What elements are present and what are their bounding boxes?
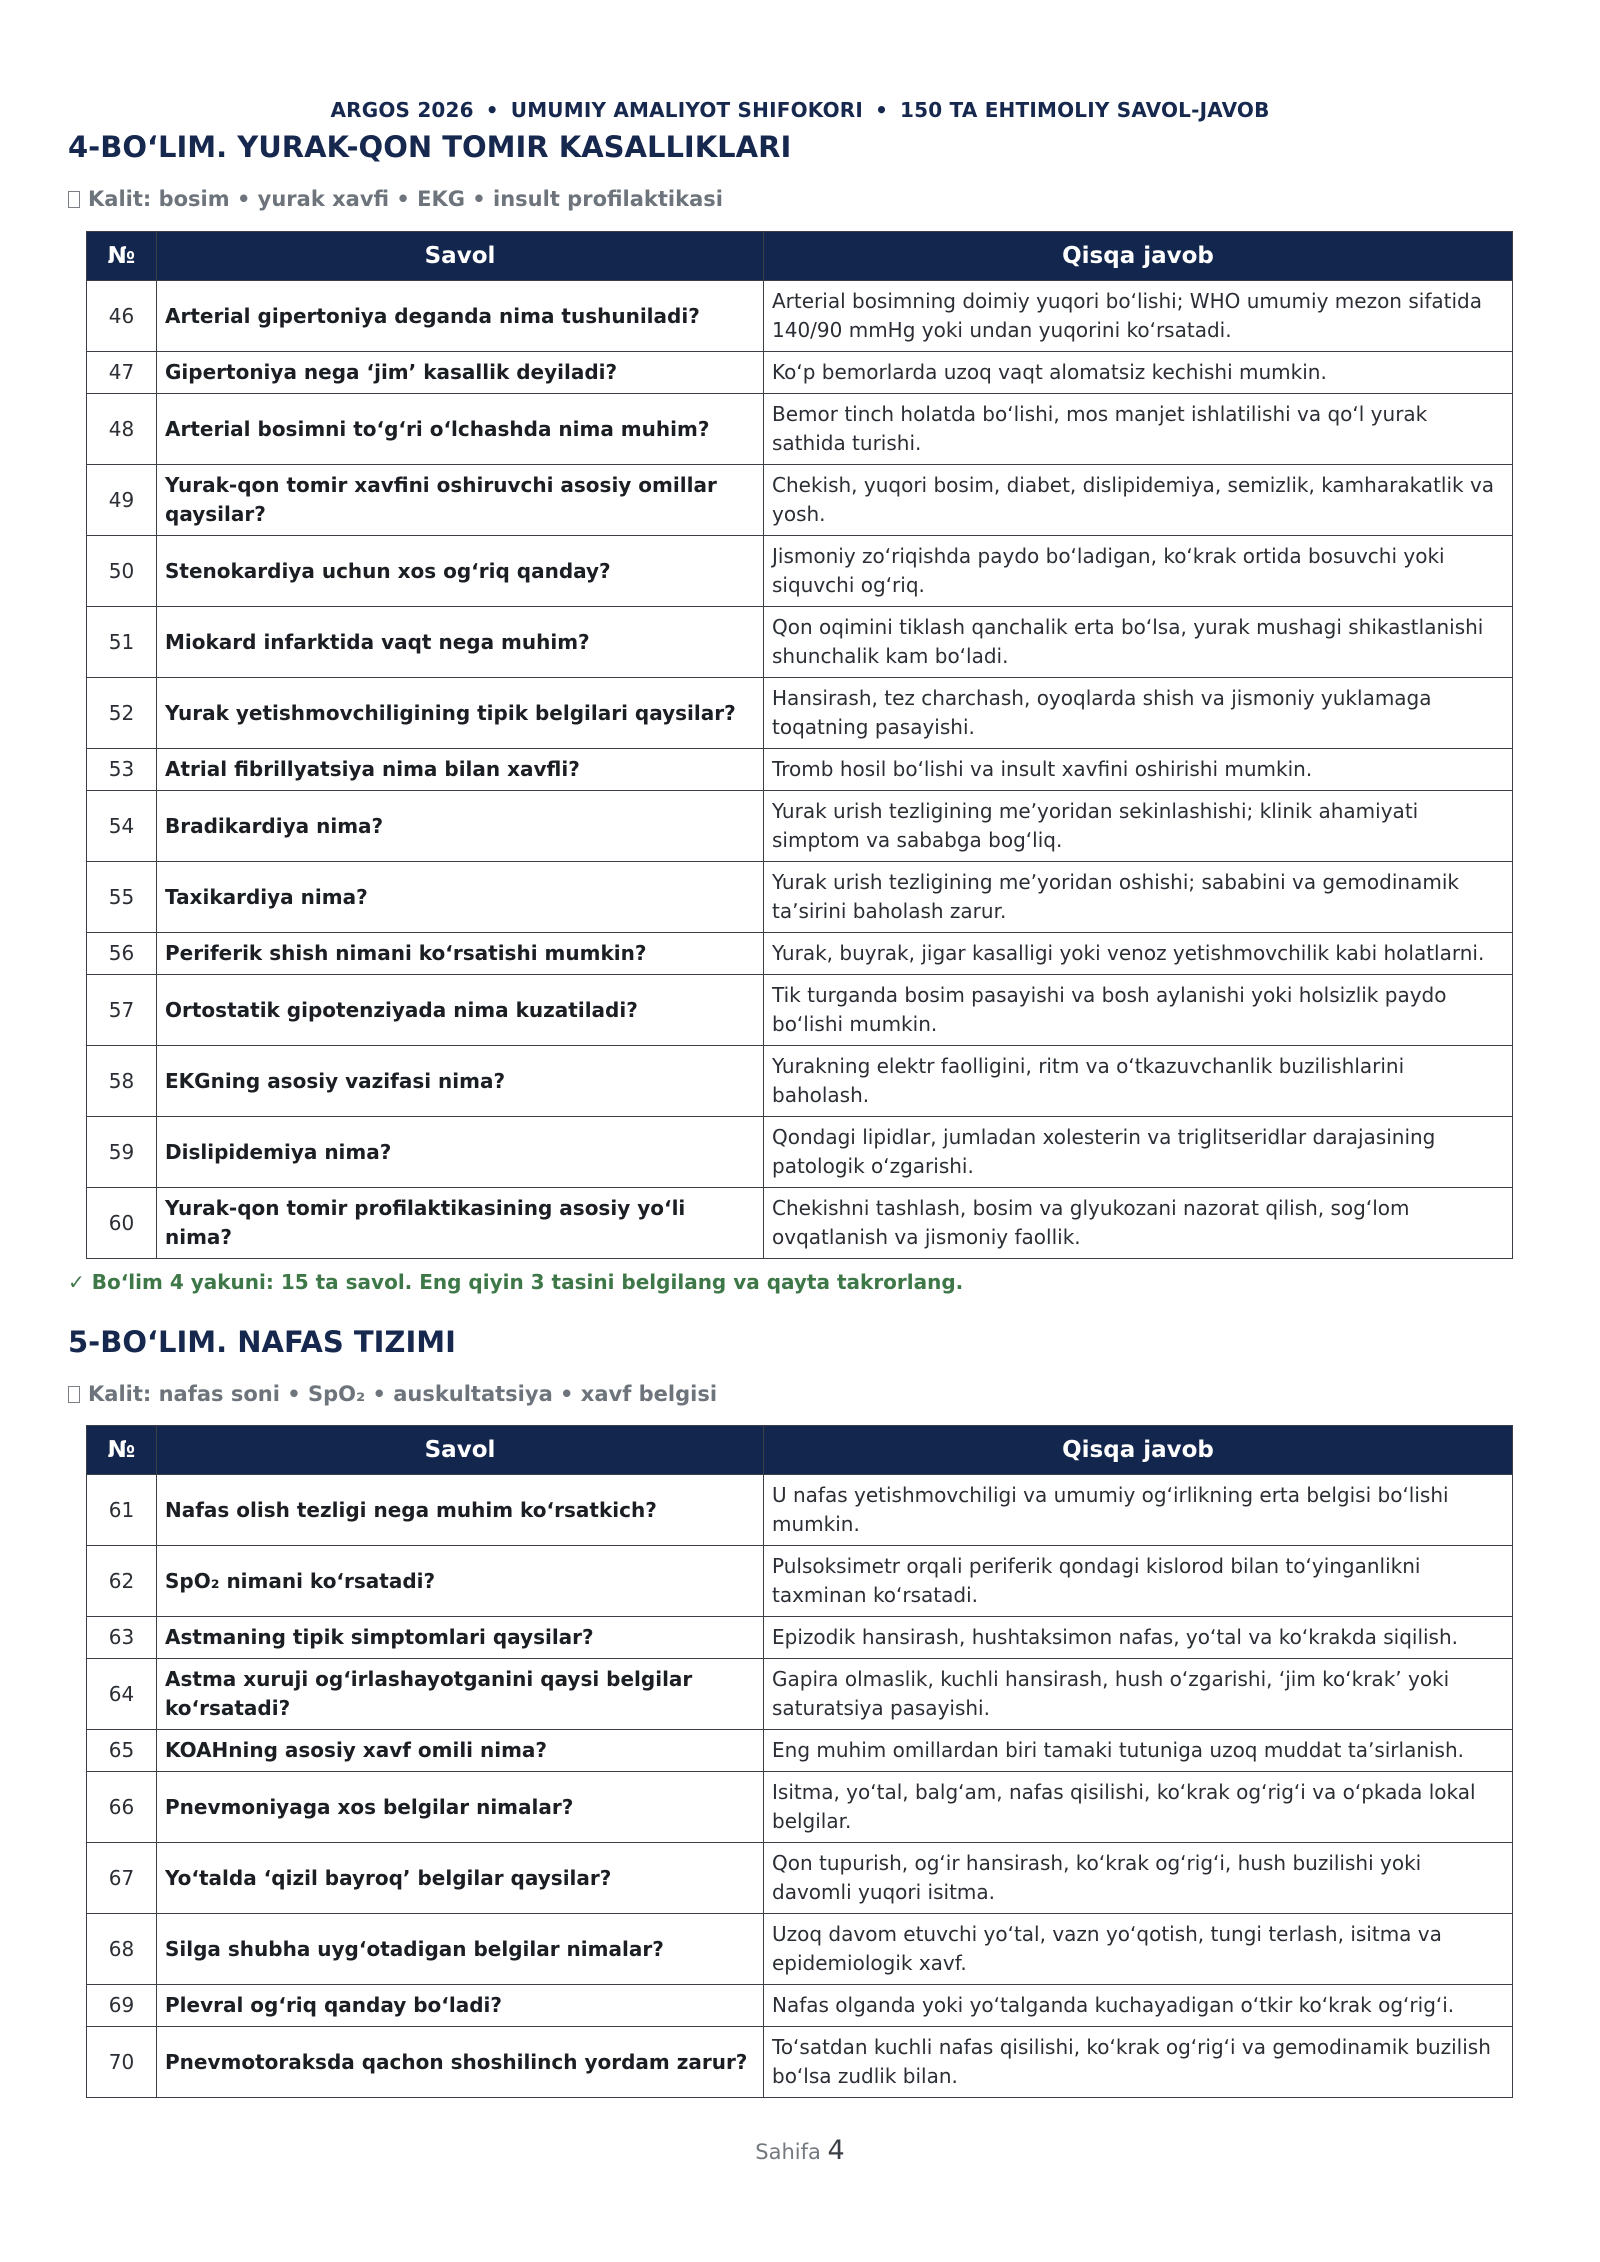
row-question: Miokard infarktida vaqt nega muhim? bbox=[157, 607, 764, 678]
row-answer: Uzoq davom etuvchi yoʻtal, vazn yoʻqotish, tungi terlash, isitma va epidemiologik xavf. bbox=[764, 1914, 1513, 1985]
row-question: Yurak-qon tomir xavfini oshiruvchi asosiy omillar qaysilar? bbox=[157, 465, 764, 536]
row-answer: Qon oqimini tiklash qanchalik erta boʻlsa, yurak mushagi shikastlanishi shunchalik kam boʻladi. bbox=[764, 607, 1513, 678]
row-question: Silga shubha uygʻotadigan belgilar nimalar? bbox=[157, 1914, 764, 1985]
table-row bbox=[87, 1046, 1513, 1117]
section-4-key-text: Kalit: bosim • yurak xavfi • EKG • insult profilaktikasi bbox=[88, 187, 723, 211]
table-row bbox=[87, 394, 1513, 465]
row-answer: Koʻp bemorlarda uzoq vaqt alomatsiz kechishi mumkin. bbox=[764, 352, 1513, 394]
row-answer: Isitma, yoʻtal, balgʻam, nafas qisilishi, koʻkrak ogʻrigʻi va oʻpkada lokal belgilar. bbox=[764, 1772, 1513, 1843]
row-number: 70 bbox=[87, 2027, 157, 2098]
row-number: 48 bbox=[87, 394, 157, 465]
row-question: Arterial gipertoniya deganda nima tushuniladi? bbox=[157, 281, 764, 352]
row-answer: Nafas olganda yoki yoʻtalganda kuchayadigan oʻtkir koʻkrak ogʻrigʻi. bbox=[764, 1985, 1513, 2027]
row-number: 49 bbox=[87, 465, 157, 536]
row-answer: Toʻsatdan kuchli nafas qisilishi, koʻkrak ogʻrigʻi va gemodinamik buzilish boʻlsa zudlik bilan. bbox=[764, 2027, 1513, 2098]
column-header-answer: Qisqa javob bbox=[764, 232, 1513, 281]
table-row bbox=[87, 1617, 1513, 1659]
section-5-table bbox=[86, 1425, 1513, 2098]
row-number: 47 bbox=[87, 352, 157, 394]
row-answer: Arterial bosimning doimiy yuqori boʻlishi; WHO umumiy mezon sifatida 140/90 mmHg yoki undan yuqorini koʻrsatadi. bbox=[764, 281, 1513, 352]
column-header-question: Savol bbox=[157, 1426, 764, 1475]
row-number: 58 bbox=[87, 1046, 157, 1117]
section-4-summary: ✓ Boʻlim 4 yakuni: 15 ta savol. Eng qiyin 3 tasini belgilang va qayta takrorlang. bbox=[68, 1270, 964, 1294]
row-question: Pnevmoniyaga xos belgilar nimalar? bbox=[157, 1772, 764, 1843]
row-question: Astmaning tipik simptomlari qaysilar? bbox=[157, 1617, 764, 1659]
row-question: Gipertoniya nega ‘jim’ kasallik deyiladi? bbox=[157, 352, 764, 394]
row-question: Pnevmotoraksda qachon shoshilinch yordam zarur? bbox=[157, 2027, 764, 2098]
table-row bbox=[87, 933, 1513, 975]
table-row bbox=[87, 1546, 1513, 1617]
row-question: Atrial fibrillyatsiya nima bilan xavfli? bbox=[157, 749, 764, 791]
table-row bbox=[87, 1117, 1513, 1188]
row-answer: Epizodik hansirash, hushtaksimon nafas, yoʻtal va koʻkrakda siqilish. bbox=[764, 1617, 1513, 1659]
row-question: Periferik shish nimani koʻrsatishi mumkin? bbox=[157, 933, 764, 975]
page-footer bbox=[0, 2135, 1600, 2166]
running-header bbox=[0, 98, 1600, 122]
row-question: Nafas olish tezligi nega muhim koʻrsatkich? bbox=[157, 1475, 764, 1546]
table-row bbox=[87, 1914, 1513, 1985]
row-number: 69 bbox=[87, 1985, 157, 2027]
row-answer: U nafas yetishmovchiligi va umumiy ogʻirlikning erta belgisi boʻlishi mumkin. bbox=[764, 1475, 1513, 1546]
row-number: 55 bbox=[87, 862, 157, 933]
table-row bbox=[87, 536, 1513, 607]
row-number: 52 bbox=[87, 678, 157, 749]
row-question: Ortostatik gipotenziyada nima kuzatiladi? bbox=[157, 975, 764, 1046]
row-answer: Pulsoksimetr orqali periferik qondagi kislorod bilan toʻyinganlikni taxminan koʻrsatadi. bbox=[764, 1546, 1513, 1617]
row-question: SpO₂ nimani koʻrsatadi? bbox=[157, 1546, 764, 1617]
table-row bbox=[87, 2027, 1513, 2098]
row-question: Yurak yetishmovchiligining tipik belgilari qaysilar? bbox=[157, 678, 764, 749]
row-answer: Tromb hosil boʻlishi va insult xavfini oshirishi mumkin. bbox=[764, 749, 1513, 791]
row-number: 68 bbox=[87, 1914, 157, 1985]
row-answer: Yurak urish tezligining meʼyoridan sekinlashishi; klinik ahamiyati simptom va sababga bogʻliq. bbox=[764, 791, 1513, 862]
row-number: 53 bbox=[87, 749, 157, 791]
header-separator: • bbox=[485, 98, 499, 122]
row-question: Yurak-qon tomir profilaktikasining asosiy yoʻli nima? bbox=[157, 1188, 764, 1259]
row-answer: Tik turganda bosim pasayishi va bosh aylanishi yoki holsizlik paydo boʻlishi mumkin. bbox=[764, 975, 1513, 1046]
row-number: 59 bbox=[87, 1117, 157, 1188]
row-answer: Yurak, buyrak, jigar kasalligi yoki venoz yetishmovchilik kabi holatlarni. bbox=[764, 933, 1513, 975]
row-answer: Bemor tinch holatda boʻlishi, mos manjet ishlatilishi va qoʻl yurak sathida turishi. bbox=[764, 394, 1513, 465]
row-answer: Gapira olmaslik, kuchli hansirash, hush oʻzgarishi, ‘jim koʻkrak’ yoki saturatsiya pasayishi. bbox=[764, 1659, 1513, 1730]
header-right: 150 TA EHTIMOLIY SAVOL-JAVOB bbox=[900, 98, 1270, 122]
table-row bbox=[87, 749, 1513, 791]
row-question: Yoʻtalda ‘qizil bayroq’ belgilar qaysilar? bbox=[157, 1843, 764, 1914]
row-number: 62 bbox=[87, 1546, 157, 1617]
row-answer: Chekishni tashlash, bosim va glyukozani nazorat qilish, sogʻlom ovqatlanish va jismoniy faollik. bbox=[764, 1188, 1513, 1259]
row-number: 65 bbox=[87, 1730, 157, 1772]
row-number: 56 bbox=[87, 933, 157, 975]
section-4-table bbox=[86, 231, 1513, 1259]
row-number: 63 bbox=[87, 1617, 157, 1659]
row-answer: Chekish, yuqori bosim, diabet, dislipidemiya, semizlik, kamharakatlik va yosh. bbox=[764, 465, 1513, 536]
row-question: Bradikardiya nima? bbox=[157, 791, 764, 862]
section-5-key-text: Kalit: nafas soni • SpO₂ • auskultatsiya • xavf belgisi bbox=[88, 1382, 718, 1406]
table-row bbox=[87, 1772, 1513, 1843]
table-row bbox=[87, 1188, 1513, 1259]
header-left: ARGOS 2026 bbox=[330, 98, 474, 122]
table-row bbox=[87, 607, 1513, 678]
row-number: 57 bbox=[87, 975, 157, 1046]
row-question: Taxikardiya nima? bbox=[157, 862, 764, 933]
section-4-key bbox=[68, 187, 723, 211]
row-number: 54 bbox=[87, 791, 157, 862]
row-answer: Yurakning elektr faolligini, ritm va oʻtkazuvchanlik buzilishlarini baholash. bbox=[764, 1046, 1513, 1117]
column-header-answer: Qisqa javob bbox=[764, 1426, 1513, 1475]
table-row bbox=[87, 1730, 1513, 1772]
row-question: Stenokardiya uchun xos ogʻriq qanday? bbox=[157, 536, 764, 607]
row-number: 50 bbox=[87, 536, 157, 607]
key-icon bbox=[68, 1386, 80, 1403]
row-number: 51 bbox=[87, 607, 157, 678]
row-question: Plevral ogʻriq qanday boʻladi? bbox=[157, 1985, 764, 2027]
row-question: KOAHning asosiy xavf omili nima? bbox=[157, 1730, 764, 1772]
row-answer: Jismoniy zoʻriqishda paydo boʻladigan, koʻkrak ortida bosuvchi yoki siquvchi ogʻriq. bbox=[764, 536, 1513, 607]
row-answer: Yurak urish tezligining meʼyoridan oshishi; sababini va gemodinamik taʼsirini baholash zarur. bbox=[764, 862, 1513, 933]
row-number: 60 bbox=[87, 1188, 157, 1259]
table-row bbox=[87, 975, 1513, 1046]
row-answer: Hansirash, tez charchash, oyoqlarda shish va jismoniy yuklamaga toqatning pasayishi. bbox=[764, 678, 1513, 749]
row-number: 61 bbox=[87, 1475, 157, 1546]
row-number: 67 bbox=[87, 1843, 157, 1914]
row-answer: Qon tupurish, ogʻir hansirash, koʻkrak ogʻrigʻi, hush buzilishi yoki davomli yuqori isitma. bbox=[764, 1843, 1513, 1914]
table-row bbox=[87, 352, 1513, 394]
table-row bbox=[87, 862, 1513, 933]
table-row bbox=[87, 1659, 1513, 1730]
header-separator: • bbox=[875, 98, 889, 122]
column-header-question: Savol bbox=[157, 232, 764, 281]
row-question: EKGning asosiy vazifasi nima? bbox=[157, 1046, 764, 1117]
row-number: 46 bbox=[87, 281, 157, 352]
row-question: Astma xuruji ogʻirlashayotganini qaysi belgilar koʻrsatadi? bbox=[157, 1659, 764, 1730]
key-icon bbox=[68, 191, 80, 208]
table-row bbox=[87, 281, 1513, 352]
row-question: Arterial bosimni toʻgʻri oʻlchashda nima muhim? bbox=[157, 394, 764, 465]
table-row bbox=[87, 1475, 1513, 1546]
section-4-title: 4-BOʻLIM. YURAK-QON TOMIR KASALLIKLARI bbox=[68, 130, 792, 164]
column-header-num: № bbox=[87, 232, 157, 281]
table-row bbox=[87, 678, 1513, 749]
page-number: 4 bbox=[827, 2135, 845, 2166]
row-number: 66 bbox=[87, 1772, 157, 1843]
column-header-num: № bbox=[87, 1426, 157, 1475]
section-5-key bbox=[68, 1382, 717, 1406]
row-answer: Eng muhim omillardan biri tamaki tutuniga uzoq muddat taʼsirlanish. bbox=[764, 1730, 1513, 1772]
table-row bbox=[87, 465, 1513, 536]
section-5-title: 5-BOʻLIM. NAFAS TIZIMI bbox=[68, 1325, 456, 1359]
table-row bbox=[87, 1843, 1513, 1914]
row-number: 64 bbox=[87, 1659, 157, 1730]
footer-label: Sahifa bbox=[755, 2140, 821, 2164]
row-question: Dislipidemiya nima? bbox=[157, 1117, 764, 1188]
table-row bbox=[87, 1985, 1513, 2027]
row-answer: Qondagi lipidlar, jumladan xolesterin va triglitseridlar darajasining patologik oʻzgarishi. bbox=[764, 1117, 1513, 1188]
table-row bbox=[87, 791, 1513, 862]
header-middle: UMUMIY AMALIYOT SHIFOKORI bbox=[510, 98, 864, 122]
